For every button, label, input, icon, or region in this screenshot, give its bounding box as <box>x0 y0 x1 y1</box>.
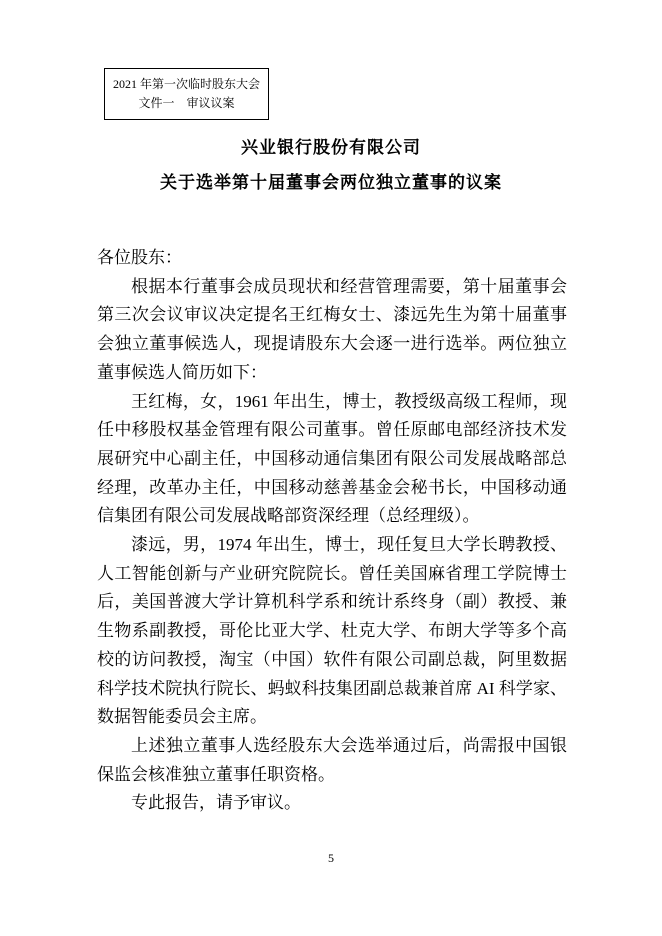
paragraph-candidate-qiyuan: 漆远，男，1974 年出生，博士，现任复旦大学长聘教授、人工智能创新与产业研究院院长。曾任美国麻省理工学院博士后，美国普渡大学计算机科学系和统计系终身（副）教授、兼生物系副教授，哥伦比亚大学、杜克大学、布朗大学等多个高校的访问教授，淘宝（中国）软件有限公司副总裁，阿里数据科学技术院执行院长、蚂蚁科技集团副总裁兼首席 AI 科学家、数据智能委员会主席。 <box>97 535 567 727</box>
header-box-line2: 文件一 审议议案 <box>138 96 235 110</box>
document-body <box>97 244 567 818</box>
document-title-line2: 关于选举第十届董事会两位独立董事的议案 <box>160 173 502 192</box>
page-number: 5 <box>328 851 334 865</box>
paragraph-closing: 专此报告，请予审议。 <box>131 793 301 813</box>
salutation: 各位股东： <box>97 248 182 267</box>
header-box-line1: 2021 年第一次临时股东大会 <box>113 77 261 91</box>
document-title-line1: 兴业银行股份有限公司 <box>241 138 421 157</box>
paragraph-approval-note: 上述独立董事人选经股东大会选举通过后，尚需报中国银保监会核准独立董事任职资格。 <box>97 735 567 784</box>
document-header-box <box>104 68 269 120</box>
document-title <box>0 130 662 200</box>
paragraph-intro: 根据本行董事会成员现状和经营管理需要，第十届董事会第三次会议审议决定提名王红梅女士、漆远先生为第十届董事会独立董事候选人，现提请股东大会逐一进行选举。两位独立董事候选人简历如下： <box>97 276 567 382</box>
paragraph-candidate-wanghongmei: 王红梅，女，1961 年出生，博士，教授级高级工程师，现任中移股权基金管理有限公司董事。曾任原邮电部经济技术发展研究中心副主任，中国移动通信集团有限公司发展战略部总经理，改革办主任，中国移动慈善基金会秘书长，中国移动通信集团有限公司发展战略部资深经理（总经理级）。 <box>97 391 567 526</box>
